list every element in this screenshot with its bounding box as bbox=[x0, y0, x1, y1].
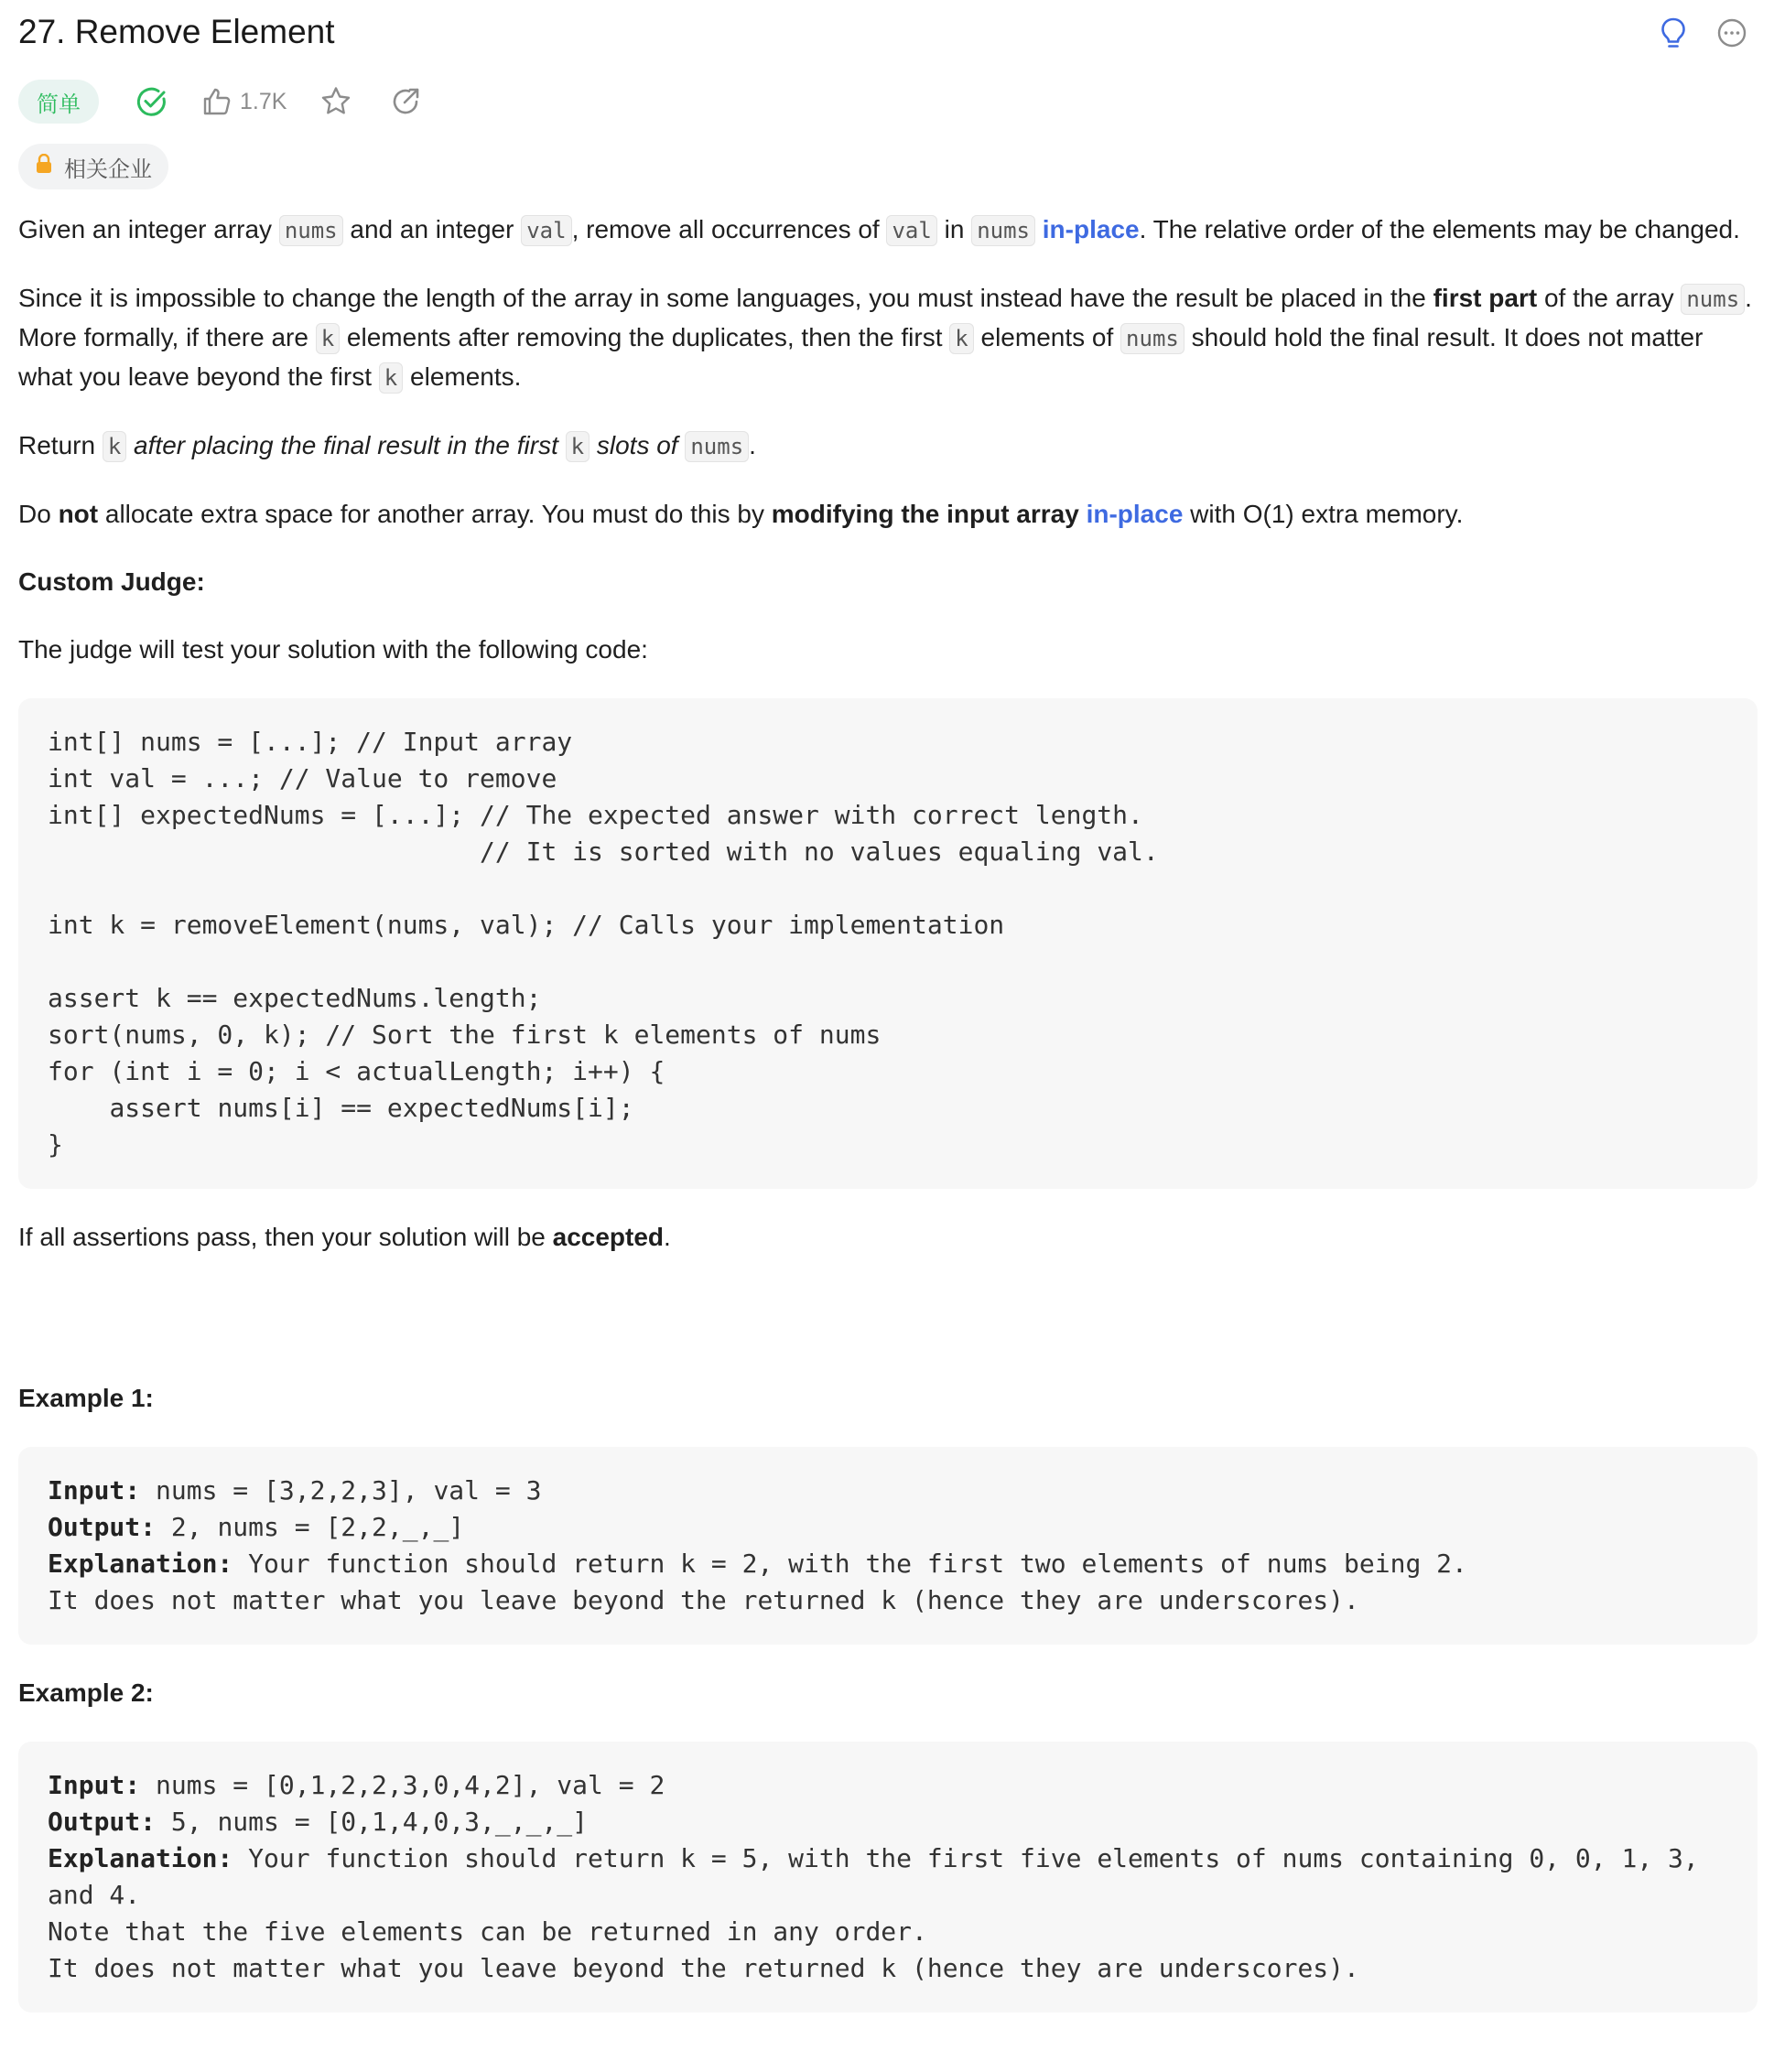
inline-code: nums bbox=[685, 431, 749, 462]
example-input: nums = [0,1,2,2,3,0,4,2], val = 2 bbox=[140, 1770, 665, 1800]
italic-text: after placing the final result in the first bbox=[126, 431, 566, 459]
inline-code: k bbox=[566, 431, 590, 462]
text: . More formally, if there are bbox=[18, 284, 1752, 351]
bold-text: modifying the input array bbox=[771, 500, 1079, 528]
text: Given an integer array bbox=[18, 215, 279, 243]
inline-code: val bbox=[521, 215, 571, 246]
text: should hold the final result. It does not matter what you leave beyond the first bbox=[18, 323, 1704, 391]
inline-code: nums bbox=[1120, 323, 1184, 354]
text: Since it is impossible to change the length of the array in some languages, you must instead have the result be placed in the bbox=[18, 284, 1433, 312]
in-place-link[interactable]: in-place bbox=[1086, 500, 1184, 528]
more-options-icon[interactable] bbox=[1714, 15, 1750, 51]
text: Do bbox=[18, 500, 59, 528]
explanation-label: Explanation: bbox=[48, 1549, 233, 1579]
related-companies-label: 相关企业 bbox=[64, 156, 152, 182]
example-2-heading: Example 2: bbox=[18, 1678, 154, 1707]
description-paragraph-4 bbox=[18, 495, 1758, 534]
example-input: nums = [3,2,2,3], val = 3 bbox=[140, 1475, 542, 1505]
input-label: Input: bbox=[48, 1770, 141, 1800]
problem-title: 27. Remove Element bbox=[18, 13, 335, 50]
difficulty-badge[interactable]: 简单 bbox=[18, 80, 99, 124]
text: and an integer bbox=[342, 215, 522, 243]
inline-code: k bbox=[103, 431, 126, 462]
acceptance-paragraph bbox=[18, 1218, 1758, 1257]
in-place-link[interactable]: in-place bbox=[1042, 215, 1140, 243]
custom-judge-heading: Custom Judge: bbox=[18, 567, 205, 596]
star-icon[interactable] bbox=[318, 83, 354, 120]
text: elements. bbox=[403, 362, 522, 391]
text: of the array bbox=[1537, 284, 1682, 312]
judge-intro: The judge will test your solution with the following code: bbox=[18, 635, 648, 664]
text: Return bbox=[18, 431, 103, 459]
text bbox=[1035, 215, 1043, 243]
text: . The relative order of the elements may be changed. bbox=[1139, 215, 1740, 243]
section-spacer bbox=[18, 1286, 1758, 1379]
input-label: Input: bbox=[48, 1475, 141, 1505]
text: elements after removing the duplicates, then the first bbox=[340, 323, 950, 351]
text bbox=[1079, 500, 1087, 528]
example-2-block bbox=[18, 1742, 1758, 2013]
related-companies-tag[interactable] bbox=[18, 144, 168, 189]
example-output: 2, nums = [2,2,_,_] bbox=[156, 1512, 465, 1542]
output-label: Output: bbox=[48, 1807, 157, 1837]
example-output: 5, nums = [0,1,4,0,3,_,_,_] bbox=[156, 1807, 589, 1837]
like-count: 1.7K bbox=[240, 88, 287, 114]
bold-text: accepted bbox=[552, 1223, 665, 1251]
inline-code: nums bbox=[971, 215, 1035, 246]
like-button[interactable] bbox=[201, 86, 287, 117]
problem-meta-row bbox=[18, 78, 424, 125]
example-explanation: Your function should return k = 2, with the first two elements of nums being 2. It does not matter what you leave beyond the returned k (hence they are underscores). bbox=[48, 1549, 1467, 1615]
description-paragraph-2 bbox=[18, 279, 1758, 397]
inline-code: nums bbox=[279, 215, 343, 246]
explanation-label: Explanation: bbox=[48, 1843, 233, 1873]
inline-code: val bbox=[886, 215, 936, 246]
example-1-heading: Example 1: bbox=[18, 1384, 154, 1412]
text: . bbox=[664, 1223, 671, 1251]
text: . bbox=[749, 431, 756, 459]
bold-text: first part bbox=[1433, 284, 1538, 312]
inline-code: k bbox=[379, 362, 403, 394]
italic-text: slots of bbox=[590, 431, 686, 459]
problem-description bbox=[18, 210, 1758, 2042]
text: in bbox=[936, 215, 972, 243]
example-1-block bbox=[18, 1447, 1758, 1645]
text: elements of bbox=[973, 323, 1121, 351]
text: If all assertions pass, then your solution will be bbox=[18, 1223, 553, 1251]
bold-text: not bbox=[58, 500, 99, 528]
description-paragraph-3 bbox=[18, 426, 1758, 466]
check-circle-icon bbox=[134, 83, 170, 120]
thumbs-up-icon bbox=[201, 86, 233, 117]
lightbulb-icon[interactable] bbox=[1655, 15, 1692, 51]
output-label: Output: bbox=[48, 1512, 157, 1542]
text: with O(1) extra memory. bbox=[1183, 500, 1464, 528]
lock-icon bbox=[35, 154, 53, 179]
description-paragraph-1 bbox=[18, 210, 1758, 250]
text: allocate extra space for another array. You must do this by bbox=[98, 500, 772, 528]
inline-code: k bbox=[316, 323, 340, 354]
text: , remove all occurrences of bbox=[571, 215, 887, 243]
example-explanation: Your function should return k = 5, with the first five elements of nums containing 0, 0, 1, 3, and 4. Note that the five elements can be returned in any order. It does not matter what you leave beyond the returned k (hence they are underscores). bbox=[48, 1843, 1699, 1983]
problem-header bbox=[18, 9, 1758, 64]
inline-code: k bbox=[949, 323, 973, 354]
share-icon[interactable] bbox=[387, 83, 424, 120]
inline-code: nums bbox=[1681, 284, 1745, 315]
judge-code-block: int[] nums = [...]; // Input array int val = ...; // Value to remove int[] expectedNums = [...]; // The expected answer with correct length. // It is sorted with no values equaling val. int k = removeElement(nums, val); // Calls your implementation assert k == expectedNums.length; sort(nums, 0, k); // Sort the first k elements of nums for (int i = 0; i < actualLength; i++) { assert nums[i] == expectedNums[i]; } bbox=[18, 698, 1758, 1189]
